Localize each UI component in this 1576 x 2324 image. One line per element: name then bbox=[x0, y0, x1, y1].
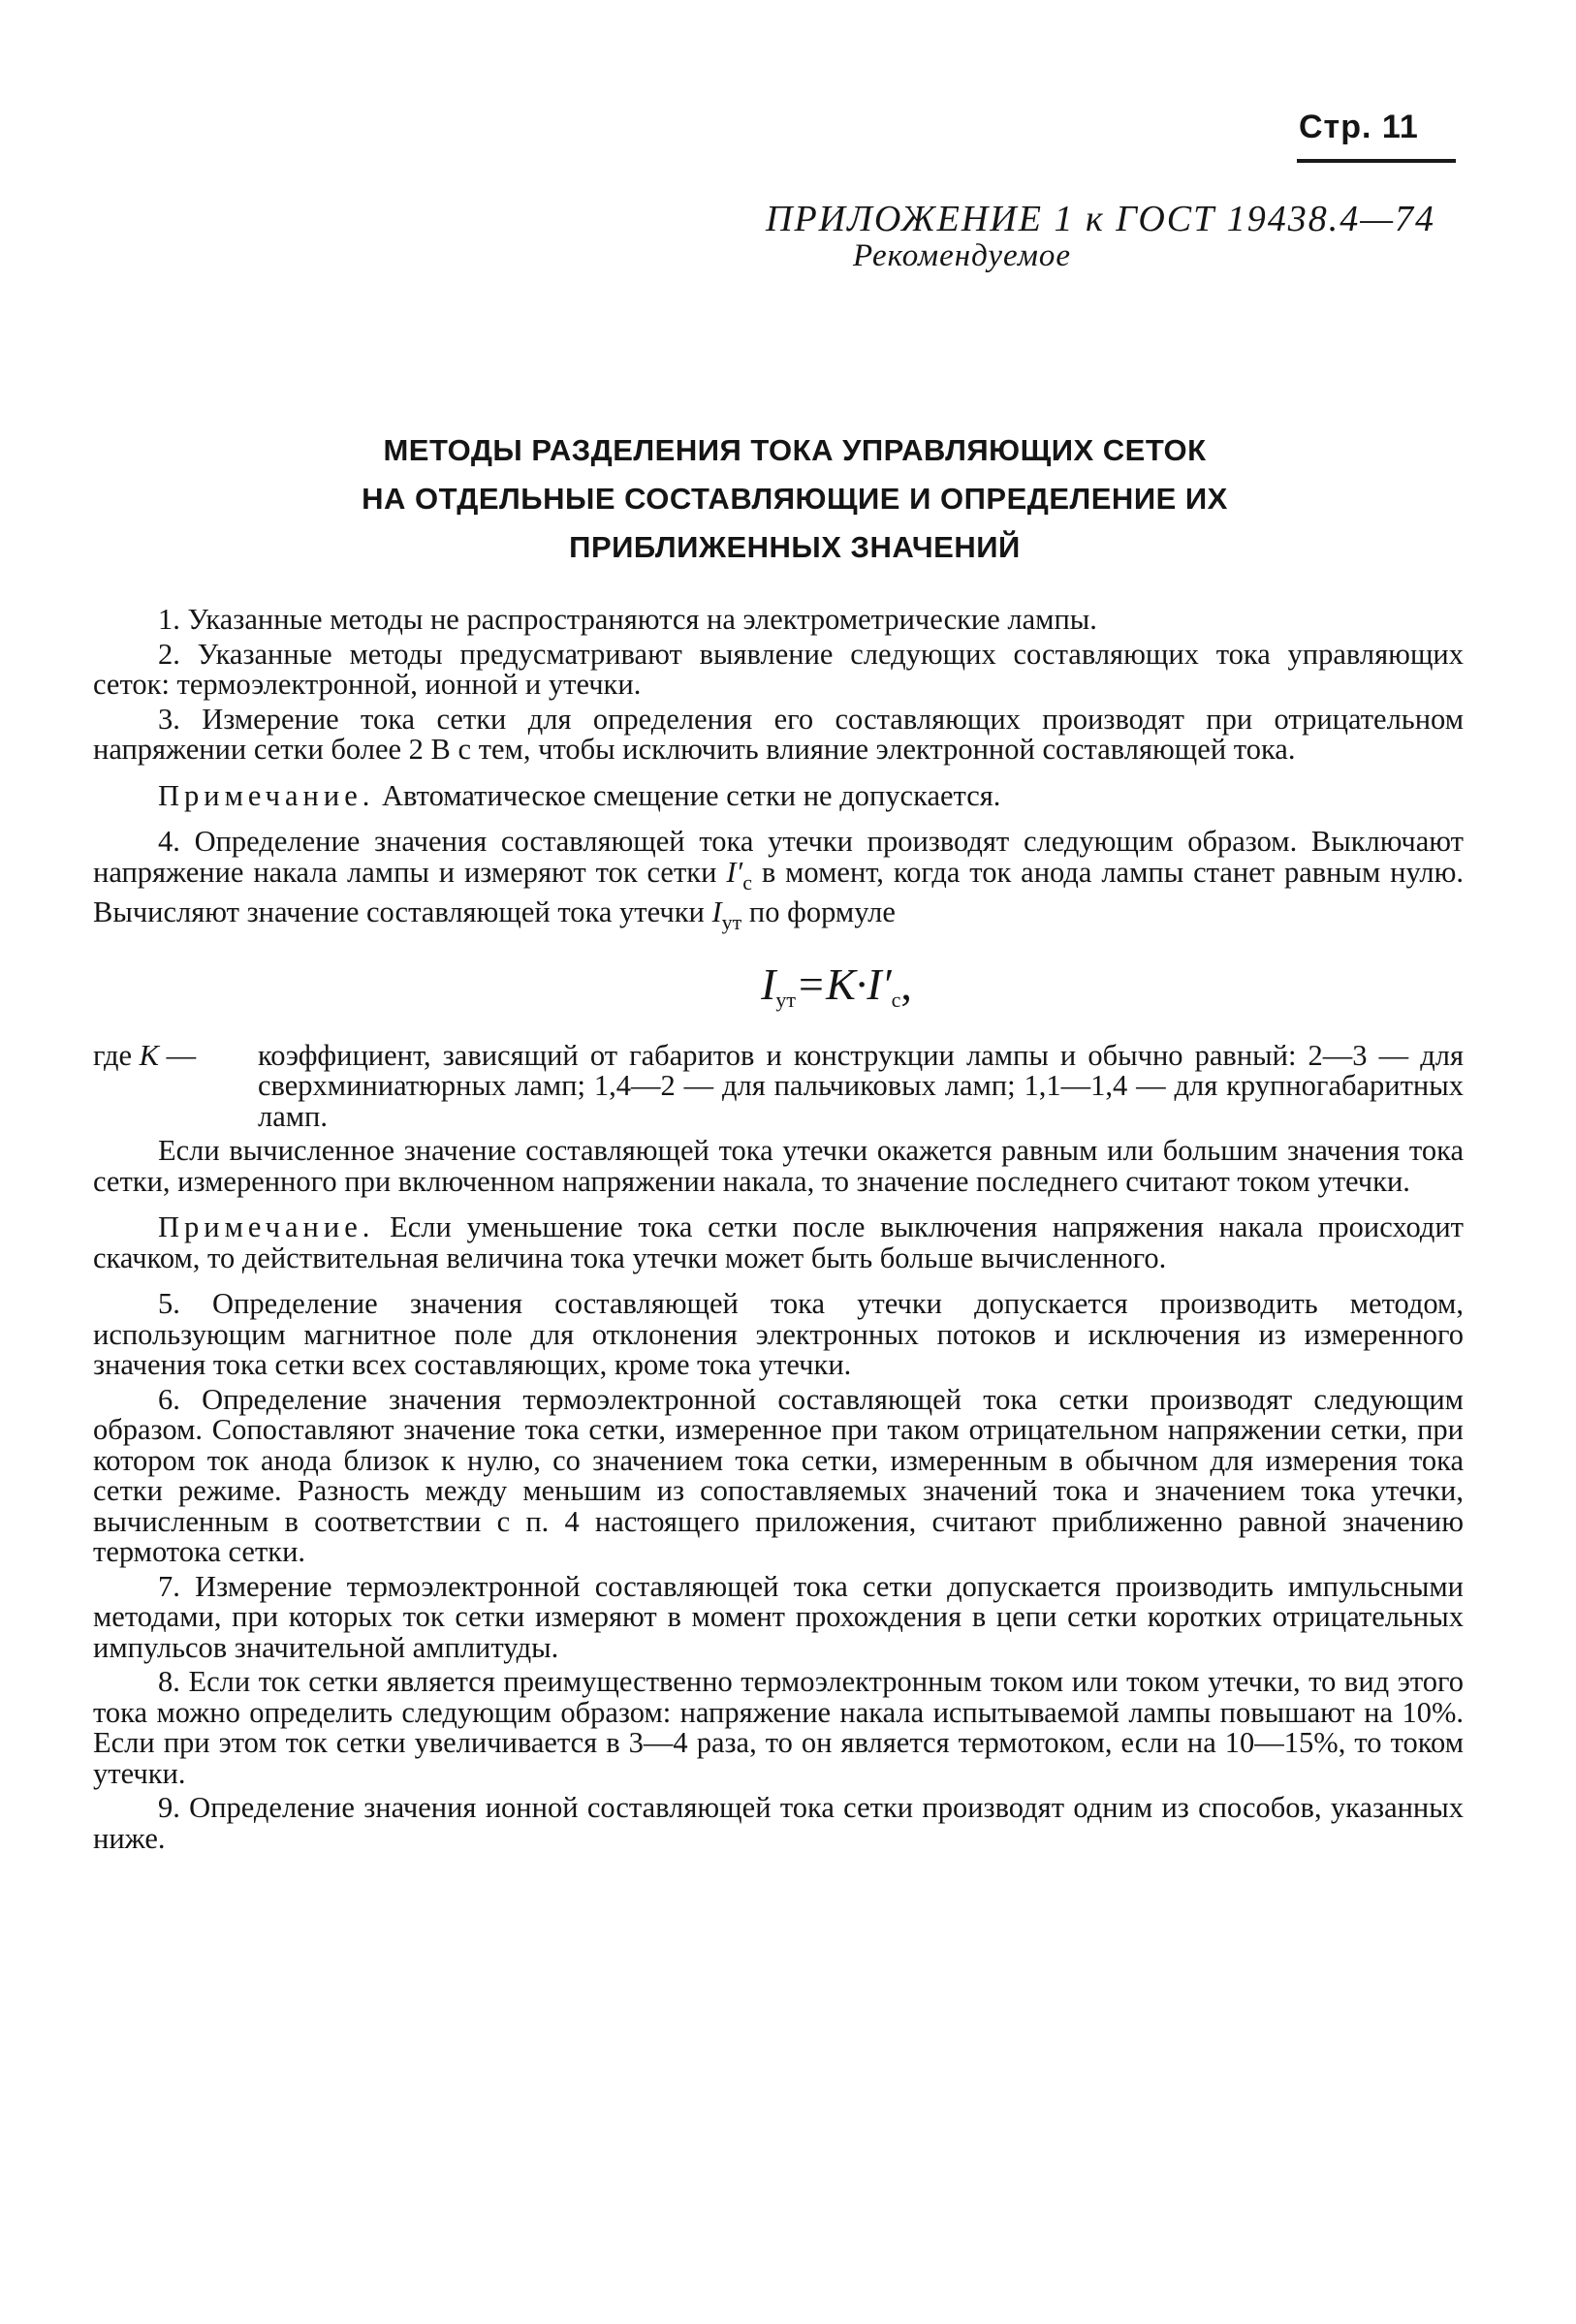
title-line: НА ОТДЕЛЬНЫЕ СОСТАВЛЯЮЩИЕ И ОПРЕДЕЛЕНИЕ ИХ bbox=[362, 482, 1228, 516]
note-2 bbox=[93, 1212, 1464, 1273]
legend-dash: — bbox=[159, 1038, 197, 1072]
formula-comma: , bbox=[900, 958, 912, 1009]
appendix-heading: ПРИЛОЖЕНИЕ 1 к ГОСТ 19438.4—74 bbox=[766, 199, 1436, 239]
legend-prefix: где bbox=[93, 1038, 140, 1072]
clause-5: 5. Определение значения составляющей тока утечки допускается производить методом, использующим магнитное поле для отклонения электронных потоков и исключения из измеренного значения тока сетки всех составляющих, кроме тока утечки. bbox=[93, 1287, 1464, 1381]
title-line: ПРИБЛИЖЕННЫХ ЗНАЧЕНИЙ bbox=[569, 530, 1021, 564]
clause-7: 7. Измерение термоэлектронной составляющей тока сетки допускается производить импульсными методами, при которых ток сетки измеряют в момент прохождения в цепи сетки коротких отрицательных импульсов значительной амплитуды. bbox=[93, 1569, 1464, 1664]
title-line: МЕТОДЫ РАЗДЕЛЕНИЯ ТОКА УПРАВЛЯЮЩИХ СЕТОК bbox=[383, 433, 1207, 467]
clause-4 bbox=[93, 827, 1464, 938]
leakage-current-subscript: ут bbox=[721, 910, 742, 934]
clause-1: 1. Указанные методы не распространяются на электрометрические лампы. bbox=[158, 603, 1097, 636]
page-number: Стр. 11 bbox=[1299, 109, 1419, 145]
grid-current-subscript: с bbox=[742, 869, 752, 895]
note-text: Если уменьшение тока сетки после выключения напряжения накала происходит скачком, то действительная величина тока утечки может быть больше вычисленного. bbox=[93, 1210, 1464, 1274]
formula-rhs: =K·I′ bbox=[796, 958, 892, 1009]
legend-text: коэффициент, зависящий от габаритов и конструкции лампы и обычно равный: 2—3 — для сверхминиатюрных ламп; 1,4—2 — для пальчиковых ламп; 1,1—1,4 — для крупногабаритных ламп. bbox=[258, 1038, 1464, 1133]
page-number-underline bbox=[1297, 159, 1456, 163]
leakage-formula bbox=[93, 956, 1464, 1029]
clause-4-text-a: 4. Определение значения составляющей тока утечки производят следующим образом. Выключают напряжение накала лампы и измеряют ток сетки bbox=[93, 825, 1464, 889]
clause-2: 2. Указанные методы предусматривают выявление следующих составляющих тока управляющих сеток: термоэлектронной, ионной и утечки. bbox=[93, 637, 1464, 701]
formula-lhs: I bbox=[761, 958, 776, 1009]
document-title bbox=[145, 426, 1444, 572]
legend-symbol: K bbox=[139, 1038, 160, 1072]
document-body bbox=[93, 605, 1464, 1858]
clause-4-text-b: в момент, когда ток анода лампы станет равным нулю. Вычисляют значение составляющей тока утечки bbox=[93, 855, 1465, 928]
clause-4-text-c: по формуле bbox=[741, 895, 896, 928]
note-label: Примечание. bbox=[158, 1210, 375, 1243]
note-1 bbox=[93, 778, 1464, 812]
clause-4-continuation: Если вычисленное значение составляющей тока утечки окажется равным или большим значения тока сетки, измеренного при включенном напряжении накала, то значение последнего считают током утечки. bbox=[93, 1134, 1464, 1198]
clause-9: 9. Определение значения ионной составляющей тока сетки производят одним из способов, указанных ниже. bbox=[93, 1791, 1464, 1855]
note-label: Примечание. bbox=[158, 778, 375, 812]
appendix-status: Рекомендуемое bbox=[853, 238, 1072, 273]
clause-8: 8. Если ток сетки является преимущественно термоэлектронным током или током утечки, то вид этого тока можно определить следующим образом: напряжение накала испытываемой лампы повышают на 10%. Если при этом ток сетки увеличивается в 3—4 раза, то он является термотоком, если на 10—15%, то током утечки. bbox=[93, 1665, 1464, 1790]
legend-lead bbox=[93, 1038, 258, 1072]
formula-lhs-subscript: ут bbox=[775, 987, 797, 1012]
leakage-current-symbol: I bbox=[711, 895, 722, 928]
grid-current-symbol: I′ bbox=[726, 855, 743, 889]
note-text: Автоматическое смещение сетки не допускается. bbox=[374, 778, 1001, 812]
clause-3: 3. Измерение тока сетки для определения его составляющих производят при отрицательном напряжении сетки более 2 В с тем, чтобы исключить влияние электронной составляющей тока. bbox=[93, 702, 1464, 766]
formula-rhs-subscript: с bbox=[891, 987, 901, 1012]
clause-6: 6. Определение значения термоэлектронной составляющей тока сетки производят следующим образом. Сопоставляют значение тока сетки, измеренное при таком отрицательном напряжении сетки, при котором ток анода близок к нулю, со значением тока сетки, измеренным в обычном для измерения тока сетки режиме. Разность между меньшим из сопоставляемых значений тока и значением тока утечки, вычисленным в соответствии с п. 4 настоящего приложения, считают приближенно равной значению термотока сетки. bbox=[93, 1382, 1464, 1568]
formula-legend bbox=[93, 1038, 1464, 1133]
